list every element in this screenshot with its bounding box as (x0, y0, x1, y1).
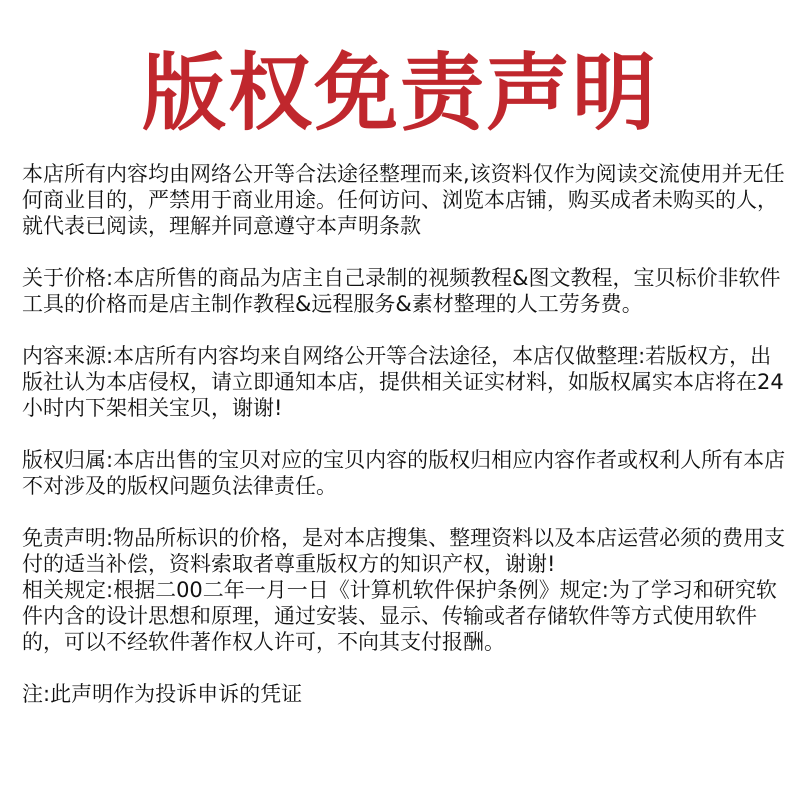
paragraph-spacer (22, 655, 792, 681)
disclaimer-paragraph: 免责声明:物品所标识的价格，是对本店搜集、整理资料以及本店运营必须的费用支付的适当补偿，资料索取者尊重版权方的知识产权，谢谢! (22, 526, 786, 576)
intro-paragraph: 本店所有内容均由网络公开等合法途径整理而来,该资料仅作为阅读交流使用并无任何商业目的，严禁用于商业用途。任何访问、浏览本店铺，购买成者未购买的人，就代表已阅读，理解并同意遵守本声明条款 (22, 162, 785, 238)
source-paragraph: 内容来源:本店所有内容均来自网络公开等合法途径，本店仅做整理:若版权方，出版社认为本店侵权，请立即通知本店，提供相关证实材料，如版权属实本店将在24小时内下架相关宝贝，谢谢! (22, 344, 784, 420)
note-paragraph: 注:此声明作为投诉申诉的凭证 (22, 682, 303, 706)
statement-body (22, 161, 792, 707)
regulation-paragraph: 相关规定:根据二00二年一月一日《计算机软件保护条例》规定:为了学习和研究软件内含的设计思想和原理，通过安装、显示、传输或者存储软件等方式使用软件的，可以不经软件著作权人许可，不向其支付报酬。 (22, 578, 777, 654)
price-paragraph: 关于价格:本店所售的商品为店主自己录制的视频教程&图文教程，宝贝标价非软件工具的价格而是店主制作教程&远程服务&素材整理的人工劳务费。 (22, 266, 781, 316)
paragraph-spacer (22, 499, 792, 525)
paragraph-spacer (22, 239, 792, 265)
page-title: 版权免责声明 (141, 44, 658, 142)
ownership-paragraph: 版权归属:本店出售的宝贝对应的宝贝内容的版权归相应内容作者或权利人所有本店不对涉及的版权问题负法律责任。 (22, 448, 786, 498)
paragraph-spacer (22, 317, 792, 343)
paragraph-spacer (22, 421, 792, 447)
